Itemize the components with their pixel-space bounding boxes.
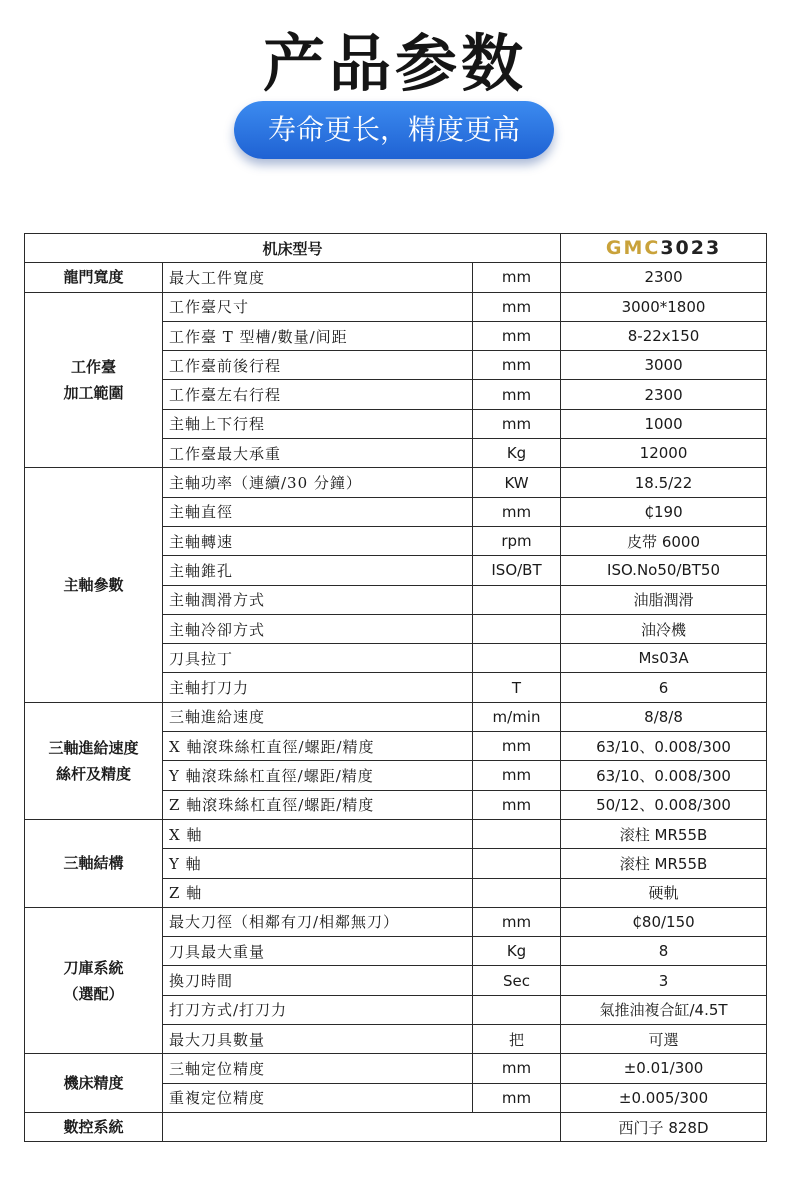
spec-value: 8/8/8 [561,702,767,731]
footer-empty [163,1112,561,1141]
spec-value: 6 [561,673,767,702]
table-header-row [25,234,767,263]
logo-gmc: GMC [605,237,661,260]
spec-value: 2300 [561,380,767,409]
spec-item: X 軸滾珠絲杠直徑/螺距/精度 [163,732,473,761]
footer-label: 數控系統 [25,1112,163,1141]
spec-item: 三軸進給速度 [163,702,473,731]
group-label: 工作臺 加工範圍 [25,292,163,468]
spec-item: Y 軸滾珠絲杠直徑/螺距/精度 [163,761,473,790]
table-row [25,819,767,848]
spec-value: 63/10、0.008/300 [561,761,767,790]
spec-unit: Kg [473,439,561,468]
spec-item: 最大刀徑（相鄰有刀/相鄰無刀） [163,907,473,936]
table-row [25,907,767,936]
group-label: 機床精度 [25,1054,163,1113]
spec-unit [473,995,561,1024]
spec-value: 3000*1800 [561,292,767,321]
spec-unit: m/min [473,702,561,731]
spec-value: 8-22x150 [561,321,767,350]
spec-value: 滚柱 MR55B [561,849,767,878]
spec-unit: mm [473,351,561,380]
spec-unit: mm [473,497,561,526]
spec-value: ₵80/150 [561,907,767,936]
spec-unit: ISO/BT [473,556,561,585]
spec-unit [473,644,561,673]
spec-item: 最大工件寬度 [163,263,473,292]
spec-item: 主軸直徑 [163,497,473,526]
spec-unit: mm [473,263,561,292]
table-row [25,263,767,292]
table-footer-row [25,1112,767,1141]
spec-item: 換刀時間 [163,966,473,995]
spec-unit: Kg [473,937,561,966]
spec-unit: rpm [473,526,561,555]
spec-item: 重複定位精度 [163,1083,473,1112]
spec-item: Z 軸 [163,878,473,907]
spec-value: 50/12、0.008/300 [561,790,767,819]
spec-value: 3 [561,966,767,995]
table-row [25,1054,767,1083]
spec-unit: mm [473,321,561,350]
spec-value: 63/10、0.008/300 [561,732,767,761]
spec-unit: mm [473,907,561,936]
spec-unit [473,878,561,907]
spec-item: Z 軸滾珠絲杠直徑/螺距/精度 [163,790,473,819]
spec-item: 工作臺左右行程 [163,380,473,409]
spec-item: 主軸潤滑方式 [163,585,473,614]
spec-item: X 軸 [163,819,473,848]
spec-unit [473,614,561,643]
group-label: 刀庫系統 （選配） [25,907,163,1053]
spec-item: 主軸錐孔 [163,556,473,585]
page-title: 产品参数 [262,27,527,100]
spec-value: 可選 [561,1025,767,1054]
spec-item: 主軸功率（連續/30 分鐘） [163,468,473,497]
spec-unit [473,585,561,614]
group-label: 三軸結構 [25,819,163,907]
spec-value: 1000 [561,409,767,438]
group-label: 主軸參數 [25,468,163,702]
spec-item: 主軸轉速 [163,526,473,555]
spec-item: 刀具拉丁 [163,644,473,673]
spec-item: 工作臺尺寸 [163,292,473,321]
spec-item: 刀具最大重量 [163,937,473,966]
spec-unit: mm [473,761,561,790]
spec-unit [473,819,561,848]
logo-number: 3023 [660,237,722,260]
spec-value: 滚柱 MR55B [561,819,767,848]
group-label: 龍門寬度 [25,263,163,292]
spec-value: 8 [561,937,767,966]
spec-unit: KW [473,468,561,497]
table-row [25,292,767,321]
spec-value: 18.5/22 [561,468,767,497]
spec-unit: mm [473,1054,561,1083]
spec-value: 皮带 6000 [561,526,767,555]
spec-item: 主軸上下行程 [163,409,473,438]
spec-unit: mm [473,380,561,409]
spec-item: 主軸打刀力 [163,673,473,702]
spec-item: 工作臺前後行程 [163,351,473,380]
spec-item: 打刀方式/打刀力 [163,995,473,1024]
spec-item: 主軸冷卻方式 [163,614,473,643]
spec-value: 氣推油複合缸/4.5T [561,995,767,1024]
spec-item: 工作臺 T 型槽/數量/间距 [163,321,473,350]
model-logo [561,234,767,263]
header-label: 机床型号 [25,234,561,263]
spec-item: Y 軸 [163,849,473,878]
spec-value: 12000 [561,439,767,468]
spec-unit: T [473,673,561,702]
spec-table [24,233,767,1142]
spec-item: 三軸定位精度 [163,1054,473,1083]
spec-value: 硬軌 [561,878,767,907]
spec-value: 2300 [561,263,767,292]
spec-unit: Sec [473,966,561,995]
spec-unit: mm [473,732,561,761]
spec-unit [473,849,561,878]
spec-value: 油冷機 [561,614,767,643]
footer-value: 西门子 828D [561,1112,767,1141]
spec-value: Ms03A [561,644,767,673]
subtitle-banner: 寿命更长，精度更高 [234,101,554,159]
spec-value: 3000 [561,351,767,380]
spec-value: ISO.No50/BT50 [561,556,767,585]
spec-unit: mm [473,292,561,321]
spec-item: 工作臺最大承重 [163,439,473,468]
spec-unit: mm [473,790,561,819]
table-row [25,468,767,497]
spec-unit: 把 [473,1025,561,1054]
spec-value: 油脂潤滑 [561,585,767,614]
spec-unit: mm [473,1083,561,1112]
spec-value: ±0.01/300 [561,1054,767,1083]
spec-value: ₵190 [561,497,767,526]
spec-value: ±0.005/300 [561,1083,767,1112]
spec-item: 最大刀具數量 [163,1025,473,1054]
spec-unit: mm [473,409,561,438]
group-label: 三軸進給速度 絲杆及精度 [25,702,163,819]
table-row [25,702,767,731]
